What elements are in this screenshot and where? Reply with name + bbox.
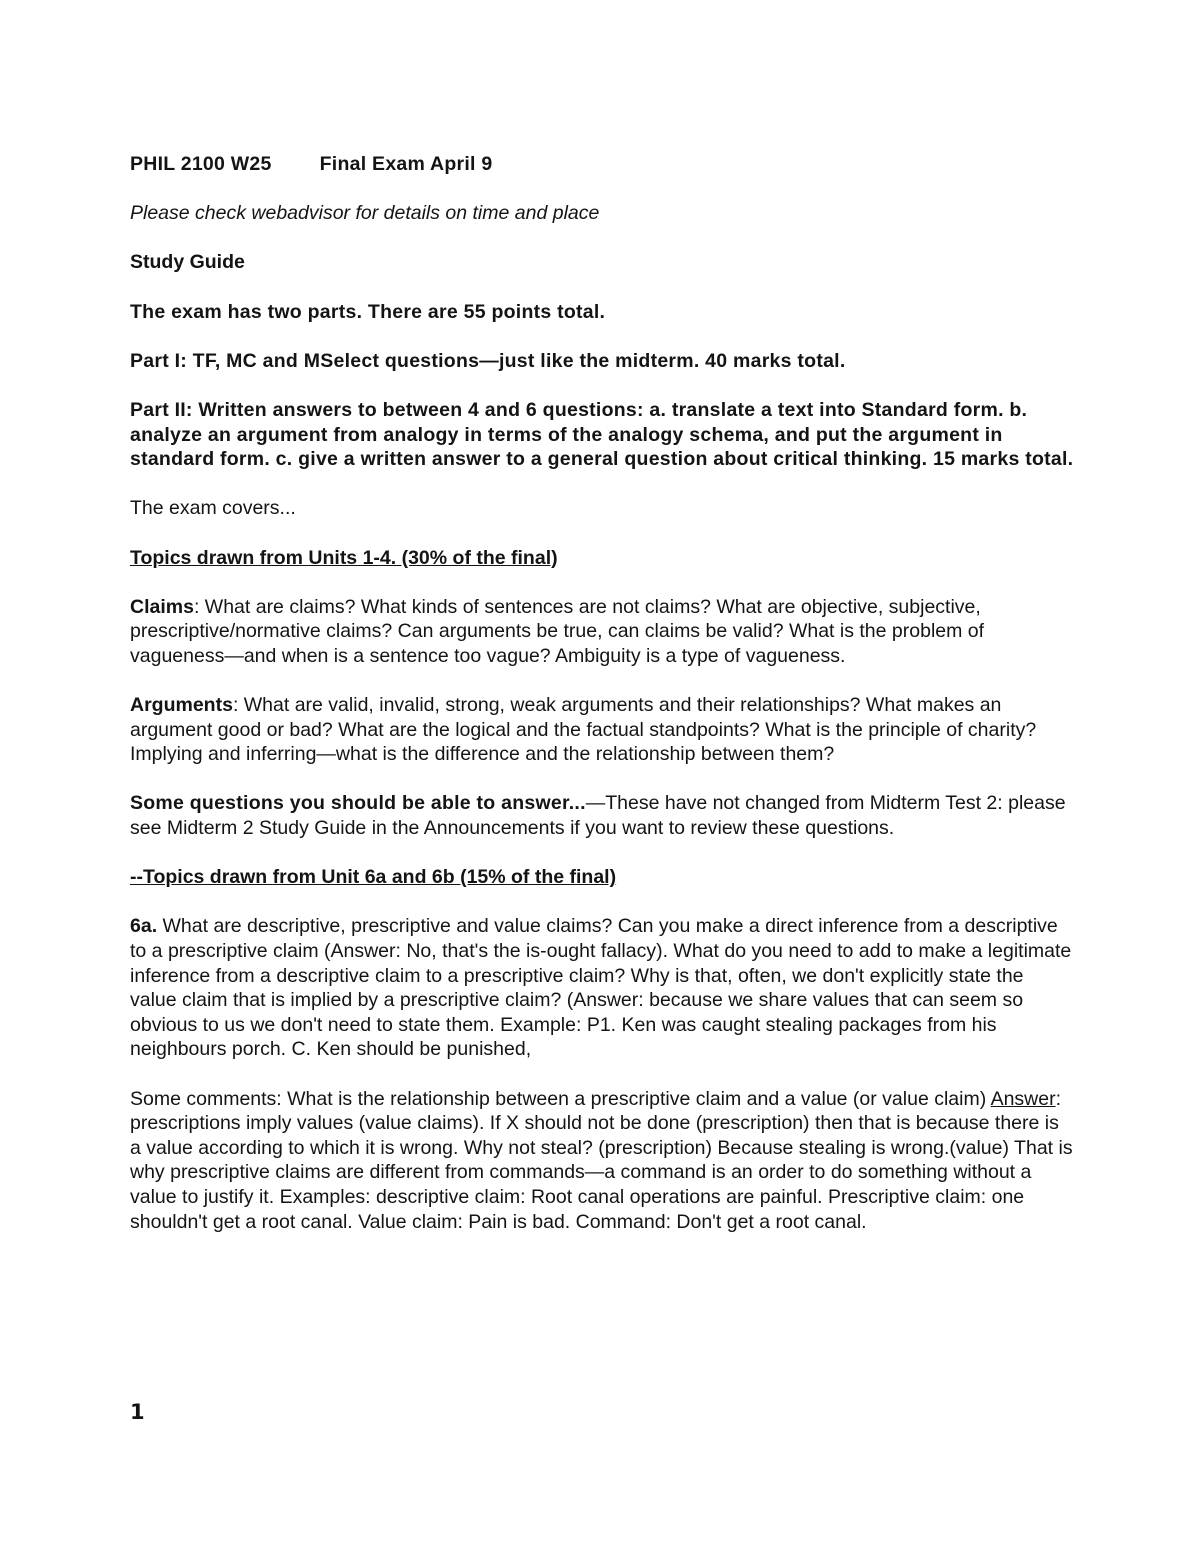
unit-6a-text: What are descriptive, prescriptive and value claims? Can you make a direct inference from a descriptive to a prescriptive claim (Answer: No, that's the is-ought fallacy). What do you need to add to make a legitimate inference from a descriptive claim to a prescriptive claim? Why is that, often, we don't explicitly state the value claim that is implied by a prescriptive claim? (Answer: because we share values that can seem so obvious to us we don't need to state them. Example: P1. Ken was caught stealing packages from his neighbours porch. C. Ken should be punished, [130, 915, 1072, 1061]
section-heading-unit-6: --Topics drawn from Unit 6a and 6b (15% of the final) [130, 866, 617, 889]
claims-paragraph [130, 595, 1075, 669]
questions-paragraph [130, 791, 1075, 840]
section-heading-units-1-4: Topics drawn from Units 1-4. (30% of the final) [130, 546, 558, 569]
claims-text: : What are claims? What kinds of sentences are not claims? What are objective, subjective, prescriptive/normative claims? Can arguments be true, can claims be valid? What is the problem of vagueness—and when is a sentence too vague? Ambiguity is a type of vagueness. [130, 595, 985, 667]
comments-paragraph [130, 1087, 1075, 1235]
comments-intro: Some comments: What is the relationship between a prescriptive claim and a value (or value claim) [130, 1087, 991, 1110]
arguments-paragraph [130, 693, 1075, 767]
course-code: PHIL 2100 W25 [130, 153, 272, 175]
exam-covers-intro: The exam covers... [130, 497, 296, 520]
schedule-note: Please check webadvisor for details on time and place [130, 202, 600, 225]
study-guide-heading: Study Guide [130, 251, 245, 274]
page-number: 1 [130, 1400, 145, 1424]
arguments-text: : What are valid, invalid, strong, weak arguments and their relationships? What makes an argument good or bad? What are the logical and the factual standpoints? What is the principle of charity? Implying and inferring—what is the difference and the relationship between them? [130, 694, 1037, 766]
exam-date: Final Exam April 9 [319, 153, 493, 175]
answer-label: Answer [990, 1087, 1056, 1110]
claims-label: Claims [130, 595, 194, 618]
questions-text: —These have not changed from Midterm Test 2: please see Midterm 2 Study Guide in the Announcements if you want to review these questions. [130, 792, 1066, 840]
part-two-description: Part II: Written answers to between 4 and 6 questions: a. translate a text into Standard form. b. analyze an argument from analogy in terms of the analogy schema, and put the argument in standard form. c. give a written answer to a general question about critical thinking. 15 marks total. [130, 398, 1074, 471]
document-page [130, 152, 1075, 1259]
comments-text: : prescriptions imply values (value claims). If X should not be done (prescription) then that is because there is a value according to which it is wrong. Why not steal? (prescription) Because stealing is wrong.(value) That is why prescriptive claims are different from commands—a command is an order to do something without a value to justify it. Examples: descriptive claim: Root canal operations are painful. Prescriptive claim: one shouldn't get a root canal. Value claim: Pain is bad. Command: Don't get a root canal. [130, 1087, 1073, 1233]
arguments-label: Arguments [130, 694, 233, 717]
document-title [130, 152, 1075, 177]
unit-6a-label: 6a. [130, 915, 158, 938]
questions-label: Some questions you should be able to answer... [130, 792, 586, 815]
part-one-description: Part I: TF, MC and MSelect questions—just like the midterm. 40 marks total. [130, 349, 846, 372]
unit-6a-paragraph [130, 914, 1075, 1062]
exam-parts-total: The exam has two parts. There are 55 points total. [130, 300, 606, 323]
